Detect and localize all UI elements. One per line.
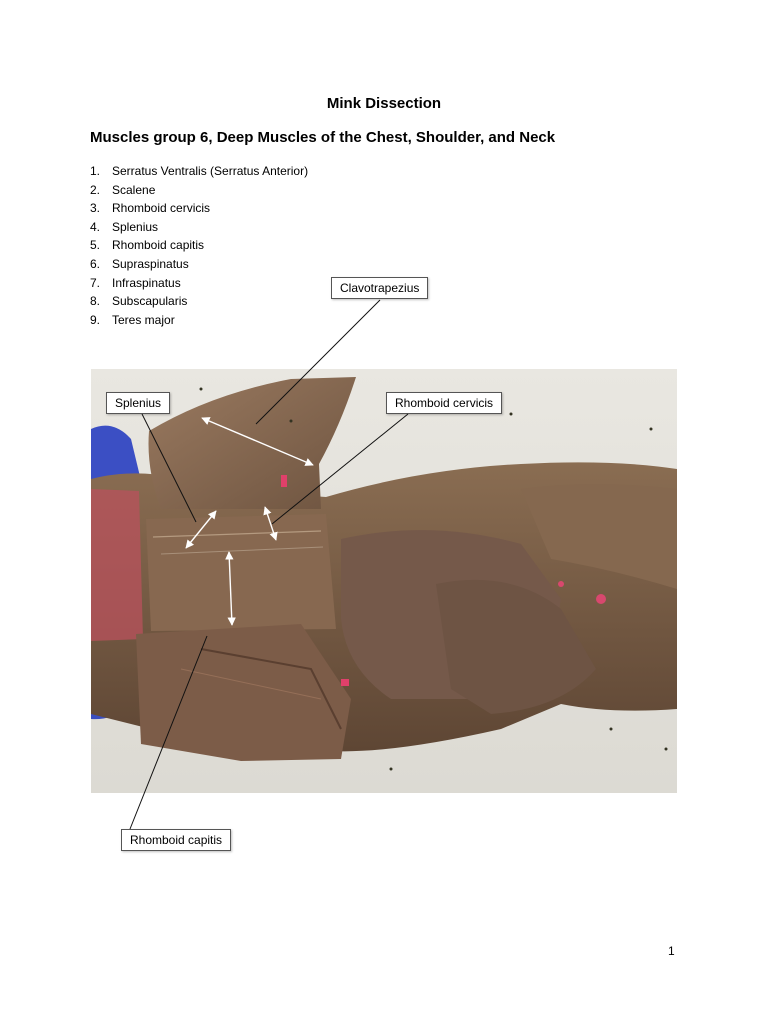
dissection-photo	[91, 369, 677, 793]
document-title: Mink Dissection	[326, 95, 442, 112]
list-item: 6. Supraspinatus	[90, 256, 189, 271]
label-splenius: Splenius	[106, 392, 170, 414]
muscle-list	[90, 162, 308, 329]
label-rhomboid-cervicis: Rhomboid cervicis	[386, 392, 502, 414]
list-item: 4. Splenius	[90, 219, 159, 234]
label-rhomboid-capitis: Rhomboid capitis	[121, 829, 231, 851]
list-item: 7. Infraspinatus	[90, 275, 181, 290]
list-item: 5. Rhomboid capitis	[90, 238, 205, 253]
list-item: 2. Scalene	[90, 182, 156, 197]
list-item: 3. Rhomboid cervicis	[90, 201, 211, 216]
label-clavotrapezius: Clavotrapezius	[331, 277, 428, 299]
list-item: 1. Serratus Ventralis (Serratus Anterior)	[90, 164, 309, 178]
list-item: 9. Teres major	[90, 312, 175, 327]
page-number: 1	[668, 944, 675, 958]
section-heading: Muscles group 6, Deep Muscles of the Chest, Shoulder, and Neck	[90, 129, 556, 146]
list-item: 8. Subscapularis	[90, 294, 188, 309]
